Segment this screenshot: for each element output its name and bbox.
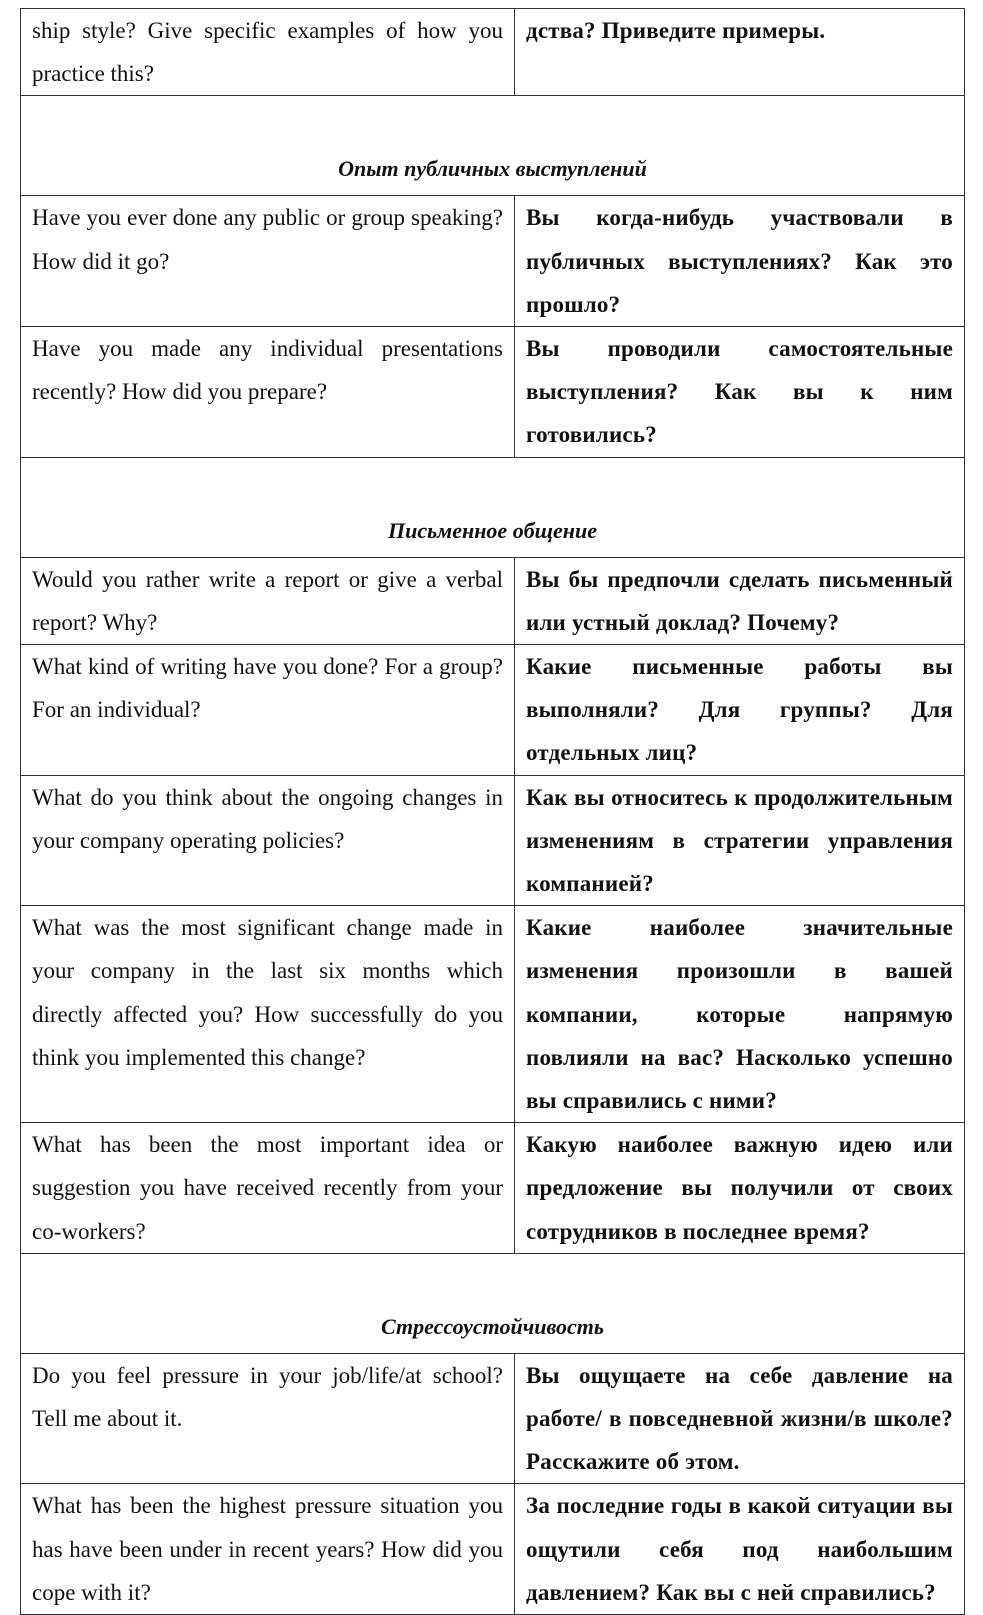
english-question: What do you think about the ongoing changes in your company operating policies?: [21, 775, 515, 906]
russian-question: Вы бы предпочли сделать письменный или устный доклад? Почему?: [515, 557, 965, 644]
table-row: [21, 557, 965, 644]
russian-question: дства? Приведите примеры.: [515, 9, 965, 96]
russian-question: Какую наиболее важную идею или предложение вы получили от своих сотрудников в последнее время?: [515, 1123, 965, 1254]
russian-question: Вы ощущаете на себе давление на работе/ в повседневной жизни/в школе? Расскажите об этом.: [515, 1353, 965, 1484]
english-question: What kind of writing have you done? For a group? For an individual?: [21, 645, 515, 776]
english-question: Do you feel pressure in your job/life/at school? Tell me about it.: [21, 1353, 515, 1484]
section-title-written-communication: Письменное общение: [21, 457, 965, 557]
english-question: What has been the highest pressure situation you has have been under in recent years? How did you cope with it?: [21, 1484, 515, 1615]
table-row: [21, 196, 965, 327]
table-row: [21, 1353, 965, 1484]
interview-questions-table: [20, 8, 965, 1615]
table-row: [21, 906, 965, 1123]
english-question: What was the most significant change made in your company in the last six months which directly affected you? How successfully do you think you implemented this change?: [21, 906, 515, 1123]
russian-question: Какие наиболее значительные изменения произошли в вашей компании, которые напрямую повлияли на вас? Насколько успешно вы справились с ними?: [515, 906, 965, 1123]
table-row: [21, 9, 965, 96]
english-question: Would you rather write a report or give a verbal report? Why?: [21, 557, 515, 644]
section-header-row: [21, 1253, 965, 1353]
russian-question: Какие письменные работы вы выполняли? Для группы? Для отдельных лиц?: [515, 645, 965, 776]
section-header-row: [21, 457, 965, 557]
russian-question: Вы проводили самостоятельные выступления? Как вы к ним готовились?: [515, 327, 965, 458]
table-row: [21, 327, 965, 458]
english-question: What has been the most important idea or suggestion you have received recently from your co-workers?: [21, 1123, 515, 1254]
section-header-row: [21, 96, 965, 196]
english-question: Have you ever done any public or group speaking? How did it go?: [21, 196, 515, 327]
table-row: [21, 775, 965, 906]
section-title-public-speaking: Опыт публичных выступлений: [21, 96, 965, 196]
table-row: [21, 1484, 965, 1615]
russian-question: Как вы относитесь к продолжительным изменениям в стратегии управления компанией?: [515, 775, 965, 906]
section-title-stress-resistance: Стрессоустойчивость: [21, 1253, 965, 1353]
russian-question: Вы когда-нибудь участвовали в публичных выступлениях? Как это прошло?: [515, 196, 965, 327]
russian-question: За последние годы в какой ситуации вы ощутили себя под наибольшим давлением? Как вы с ней справились?: [515, 1484, 965, 1615]
english-question: ship style? Give specific examples of how you practice this?: [21, 9, 515, 96]
table-row: [21, 645, 965, 776]
english-question: Have you made any individual presentations recently? How did you prepare?: [21, 327, 515, 458]
table-row: [21, 1123, 965, 1254]
